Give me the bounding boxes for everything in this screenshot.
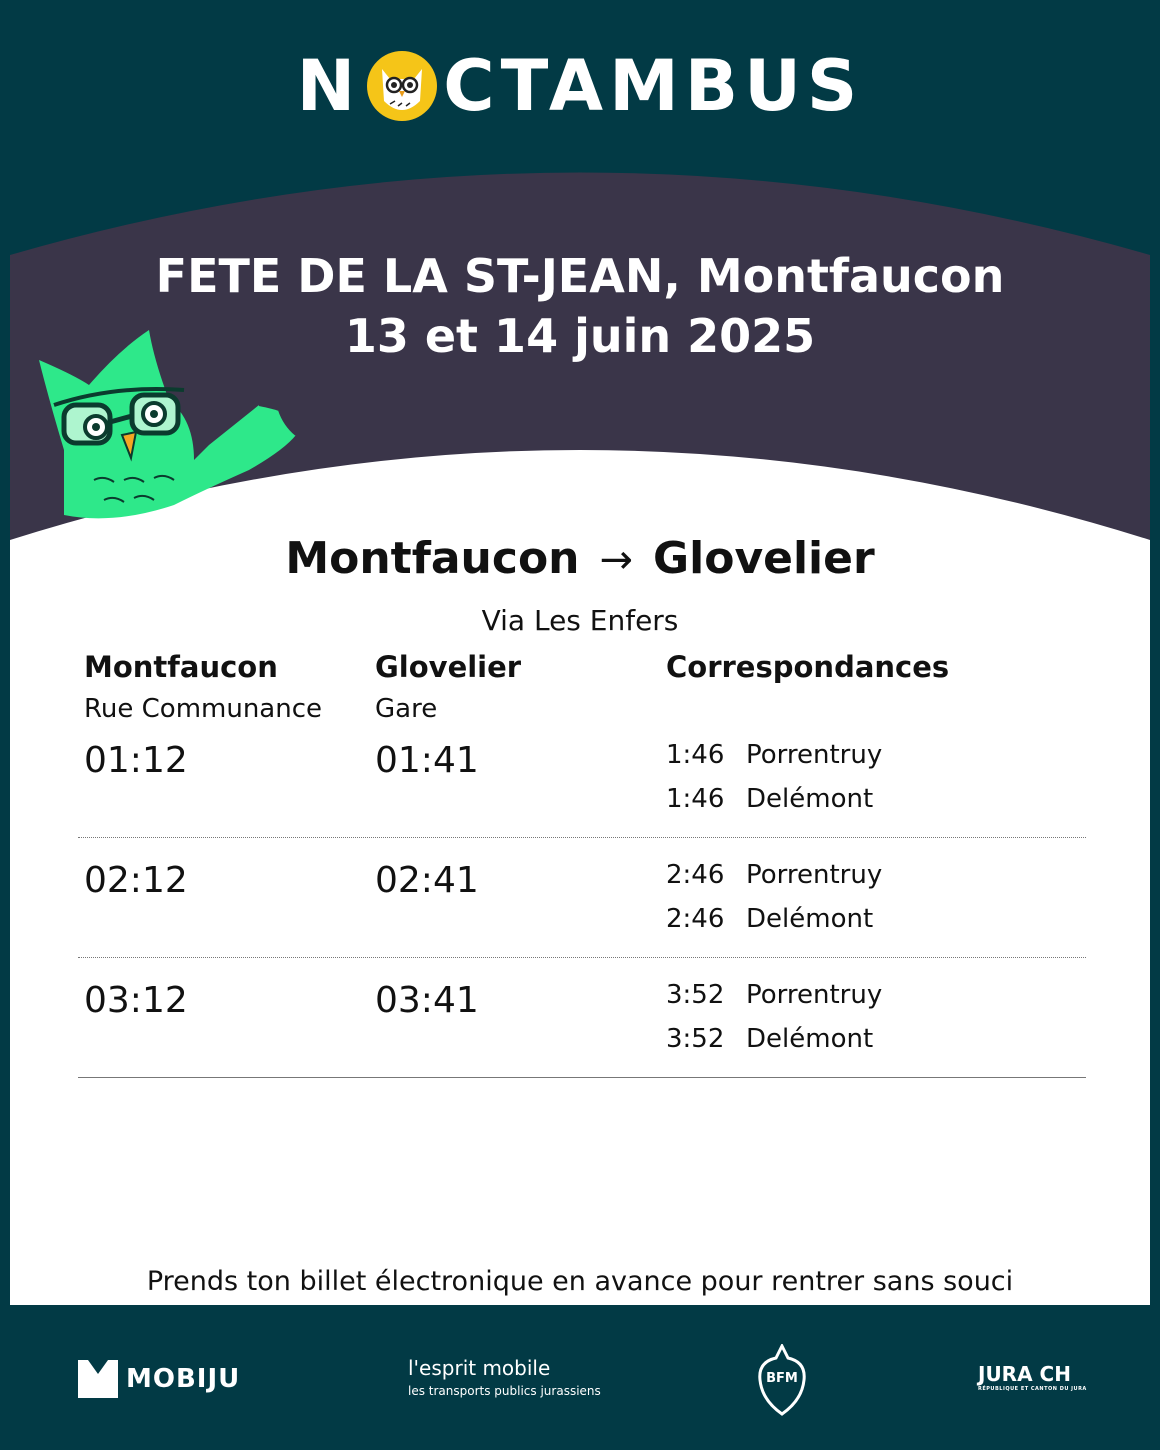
ticket-note: Prends ton billet électronique en avance pour rentrer sans souci: [146, 1266, 1014, 1297]
trip-row: [78, 718, 1086, 838]
connections-header: Correspondances: [666, 650, 950, 684]
departure-time: 03:12: [84, 980, 188, 1021]
departure-time: 01:12: [84, 740, 188, 781]
connection-time: 3:52: [666, 980, 725, 1010]
route-from: Montfaucon: [285, 533, 580, 584]
brand-letter-n: N: [296, 45, 362, 127]
row-divider: [78, 1077, 1086, 1078]
mobiju-logo: [78, 1360, 240, 1398]
connection-destination: Delémont: [746, 784, 874, 814]
bfm-text: BFM: [766, 1371, 798, 1386]
bfm-logo: [754, 1344, 810, 1420]
arrival-time: 03:41: [375, 980, 479, 1021]
mobiju-name: MOBIJU: [126, 1364, 241, 1394]
mobiju-m-icon: [78, 1360, 118, 1398]
route-via: Via Les Enfers: [481, 604, 679, 637]
arrival-time: 01:41: [375, 740, 479, 781]
jura-ch-logo: [978, 1362, 1087, 1392]
event-title-line1: FETE DE LA ST-JEAN, Montfaucon: [155, 249, 1005, 303]
esprit-mobile-logo: [408, 1356, 601, 1398]
partner-logos: [0, 1340, 1160, 1420]
connection-destination: Delémont: [746, 1024, 874, 1054]
arrival-time: 02:41: [375, 860, 479, 901]
esprit-title: l'esprit mobile: [408, 1356, 551, 1380]
connection-destination: Porrentruy: [746, 860, 883, 890]
connection-time: 1:46: [666, 784, 725, 814]
connection-destination: Delémont: [746, 904, 874, 934]
connection-time: 1:46: [666, 740, 725, 770]
connection-destination: Porrentruy: [746, 740, 883, 770]
connection-item: [666, 980, 882, 1010]
owl-mascot-icon: [34, 330, 314, 530]
departure-stop: Rue Communance: [84, 694, 323, 724]
connection-item: [666, 904, 873, 934]
departure-time: 02:12: [84, 860, 188, 901]
arrival-header: Glovelier: [375, 650, 522, 684]
jura-subtitle: RÉPUBLIQUE ET CANTON DU JURA: [978, 1386, 1087, 1392]
connection-time: 2:46: [666, 860, 725, 890]
connection-time: 3:52: [666, 1024, 725, 1054]
brand-letters-ctambus: CTAMBUS: [443, 45, 864, 127]
connection-item: [666, 784, 873, 814]
connection-item: [666, 740, 882, 770]
connection-item: [666, 860, 882, 890]
route-arrow-icon: →: [599, 537, 634, 583]
jura-title: JURA CH: [978, 1362, 1071, 1386]
connection-time: 2:46: [666, 904, 725, 934]
owl-logo-icon: [365, 49, 439, 123]
route-to: Glovelier: [653, 533, 875, 584]
esprit-subtitle: les transports publics jurassiens: [408, 1384, 601, 1398]
arrival-stop: Gare: [375, 694, 438, 724]
departure-header: Montfaucon: [84, 650, 278, 684]
route-title: [0, 530, 1160, 589]
trip-row: [78, 958, 1086, 1078]
event-date: 13 et 14 juin 2025: [344, 309, 816, 363]
bfm-emblem-icon: [754, 1344, 810, 1416]
brand-logo: [0, 45, 1160, 127]
connection-destination: Porrentruy: [746, 980, 883, 1010]
connection-item: [666, 1024, 873, 1054]
trip-row: [78, 838, 1086, 958]
